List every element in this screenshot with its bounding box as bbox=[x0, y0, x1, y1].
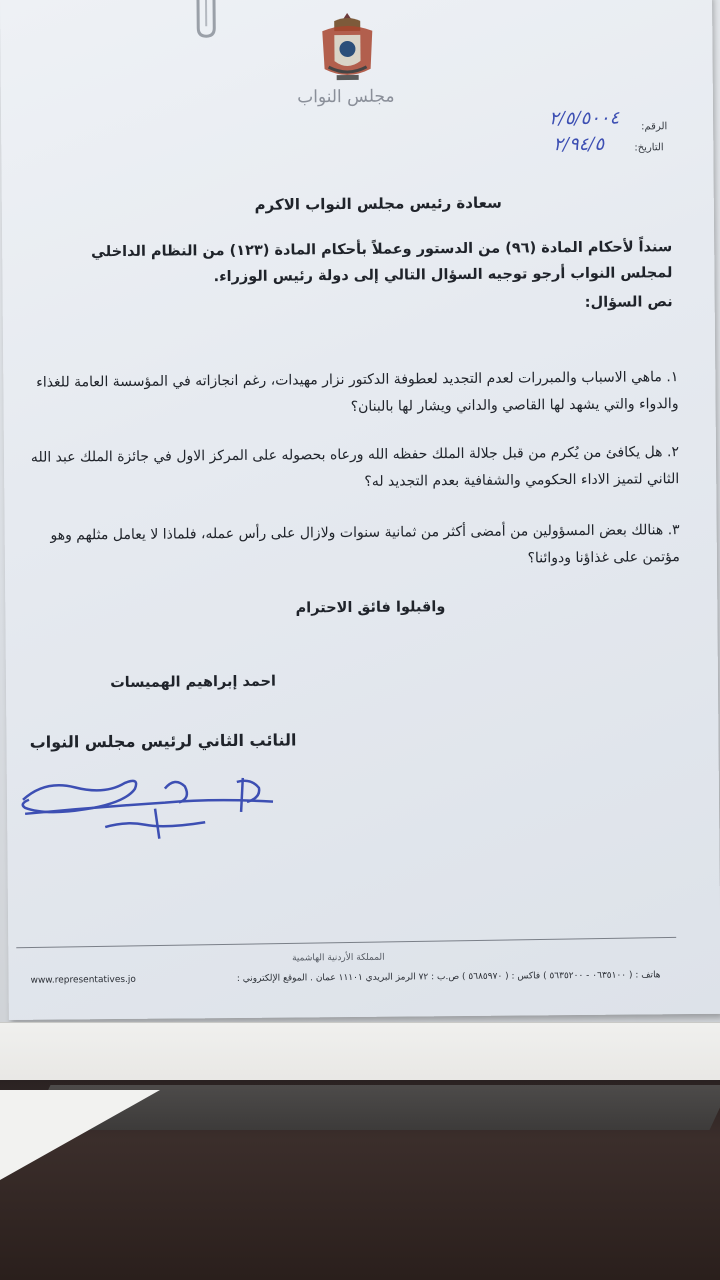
number-value: ٢/٥/٥٠٠٤ bbox=[548, 107, 620, 130]
question-item: ١. ماهي الاسباب والمبررات لعدم التجديد لعطوفة الدكتور نزار مهيدات، رغم انجازاته في المؤسسة العامة للغذاء والدواء والتي يشهد لها القاصي والداني ويشار لها بالبنان؟ bbox=[36, 369, 679, 415]
signatory-name: احمد إبراهيم الهميسات bbox=[110, 673, 277, 692]
question-label: نص السؤال: bbox=[584, 294, 673, 311]
signatory-title: النائب الثاني لرئيس مجلس النواب bbox=[29, 730, 297, 752]
footer-divider bbox=[16, 937, 676, 948]
footer-website: www.representatives.jo bbox=[30, 974, 136, 986]
intro-paragraph: سنداً لأحكام المادة (٩٦) من الدستور وعملاً بأحكام المادة (١٢٣) من النظام الداخلي لمجلس النواب أرجو توجيه السؤال التالي إلى دولة رئيس الوزراء. bbox=[91, 239, 673, 286]
date-label: التاريخ: bbox=[634, 142, 664, 154]
question-item: ٢. هل يكافئ من يُكرم من قبل جلالة الملك حفظه الله ورعاه بحصوله على المركز الاول في جائزة الملك عبد الله الثاني لتميز الاداء الحكومي والشفافية بعدم التجديد له؟ bbox=[30, 444, 680, 490]
date-value: ٢/٩٤/٥ bbox=[553, 133, 605, 156]
signature-icon bbox=[15, 768, 286, 845]
footer-contact: هاتف : ( ٠٦٣٥١٠٠ - ٥٦٣٥٢٠٠ ) فاكس : ( ٥٦٨٥٩٧٠ ) ص.ب : ٧٢ الرمز البريدي ١١١٠١ عمان . الموقع الإلكتروني : bbox=[236, 970, 661, 984]
institution-name: مجلس النواب bbox=[297, 86, 395, 108]
kingdom-name: المملكة الأردنية الهاشمية bbox=[292, 952, 385, 964]
coat-of-arms-icon bbox=[316, 11, 379, 84]
closing-line: واقبلوا فائق الاحترام bbox=[295, 599, 446, 617]
number-label: الرقم: bbox=[641, 121, 668, 133]
question-item: ٣. هنالك بعض المسؤولين من أمضى أكثر من ثمانية سنوات ولازال على رأس عمله، فلماذا لا يعامل مثلهم وهو مؤتمن على غذاؤنا ودوائنا؟ bbox=[50, 522, 680, 567]
paperclip-icon bbox=[188, 0, 224, 38]
salutation: سعادة رئيس مجلس النواب الاكرم bbox=[254, 193, 502, 214]
